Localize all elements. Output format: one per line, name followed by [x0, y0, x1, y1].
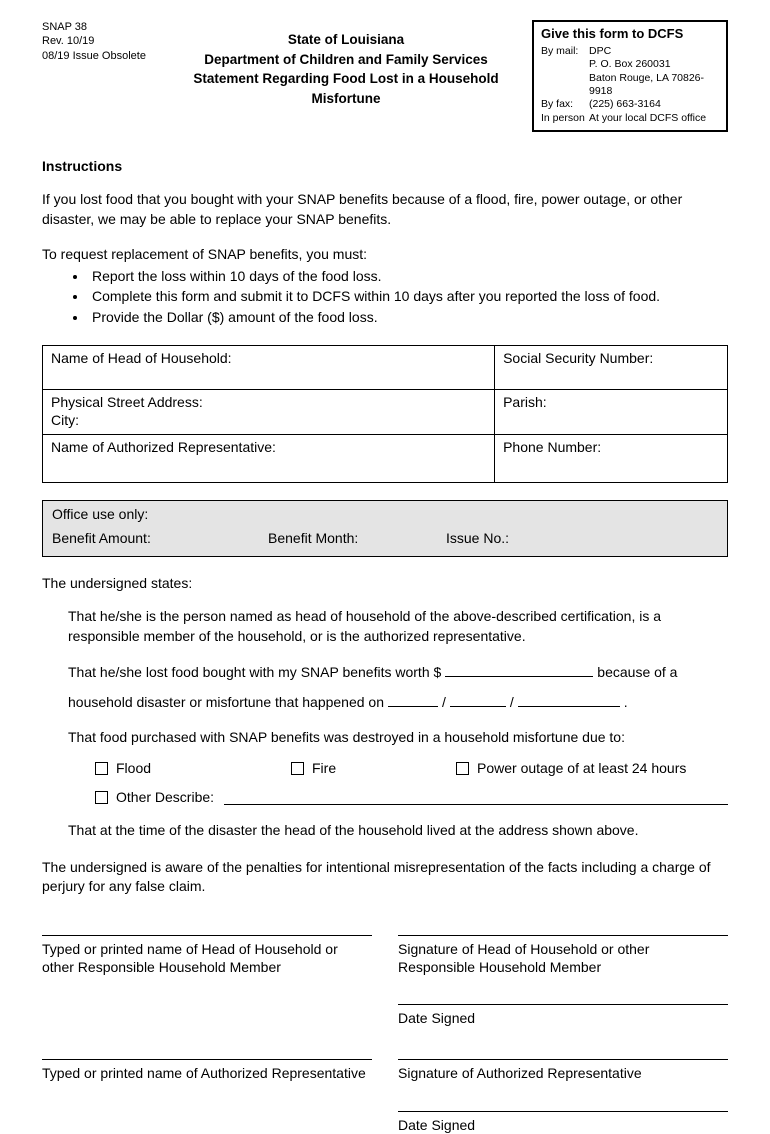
- fire-label: Fire: [312, 760, 337, 777]
- statement-1: That he/she is the person named as head of household of the above-described certification, is a responsible member of the household, or is the authorized representative.: [68, 608, 662, 644]
- signature-hoh-label: Signature of Head of Household or other Responsible Household Member: [398, 940, 650, 976]
- title-department: Department of Children and Family Services: [204, 51, 488, 67]
- printed-name-rep-label: Typed or printed name of Authorized Representative: [42, 1065, 366, 1082]
- disaster-day-input-line[interactable]: [450, 692, 506, 707]
- signature-hoh-input-line[interactable]: [398, 935, 728, 936]
- by-mail-label: By mail:: [541, 44, 579, 57]
- flood-label: Flood: [116, 760, 152, 777]
- statement-2: [68, 662, 728, 712]
- bullet-complete-form: • Complete this form and submit it to DCFS within 10 days after you reported the loss of food.: [88, 286, 728, 306]
- signature-rep-input-line[interactable]: [398, 1059, 728, 1060]
- instructions-bullet-list: [88, 266, 728, 327]
- statement-2-text3: household disaster or misfortune that happened on: [68, 693, 384, 710]
- power-outage-option: [456, 760, 686, 776]
- office-use-box: [42, 500, 728, 557]
- statement-3: That food purchased with SNAP benefits was destroyed in a household misfortune due to:: [68, 729, 625, 746]
- other-describe-input-line[interactable]: [224, 789, 728, 805]
- disaster-year-input-line[interactable]: [518, 692, 620, 707]
- ssn-field[interactable]: [495, 346, 728, 390]
- instructions-heading: Instructions: [42, 158, 123, 175]
- checkbox-row-1: [95, 760, 728, 776]
- issue-no-field[interactable]: Issue No.:: [446, 530, 510, 547]
- table-row: [43, 390, 728, 435]
- authorized-representative-label: Name of Authorized Representative:: [51, 439, 276, 456]
- household-info-table: [42, 345, 728, 483]
- title-form-name: Statement Regarding Food Lost in a Household Misfortune: [193, 71, 499, 106]
- title-state: State of Louisiana: [287, 32, 405, 47]
- phone-number-label: Phone Number:: [503, 439, 602, 456]
- printed-name-rep-block: [42, 1059, 372, 1133]
- dcfs-submission-box: [532, 20, 728, 132]
- printed-name-hoh-input-line[interactable]: [42, 935, 372, 936]
- signature-section: [42, 935, 728, 1134]
- by-fax-label: By fax:: [541, 98, 574, 111]
- phone-number-field[interactable]: [495, 435, 728, 483]
- other-checkbox[interactable]: [95, 791, 108, 804]
- other-option-row: [95, 789, 728, 805]
- misfortune-cause-options: [68, 760, 728, 805]
- form-title-block: [160, 20, 532, 108]
- statement-2-text1: That he/she lost food bought with my SNAP benefits worth $: [68, 664, 442, 681]
- head-of-household-label: Name of Head of Household:: [51, 350, 232, 367]
- penalty-statement: The undersigned is aware of the penalties for intentional misrepresentation of the facts including a charge of perjury for any false claim.: [42, 858, 711, 895]
- printed-name-hoh-label: Typed or printed name of Head of Household or other Responsible Household Member: [42, 940, 338, 976]
- table-row: [43, 346, 728, 390]
- dcfs-in-person-row: [541, 112, 719, 125]
- benefit-amount-field[interactable]: Benefit Amount:: [52, 530, 151, 547]
- date-signed-1-label: Date Signed: [398, 1010, 476, 1027]
- instructions-paragraph-1: If you lost food that you bought with your SNAP benefits because of a flood, fire, power outage, or other disaster, we may be able to replace your SNAP benefits.: [42, 191, 683, 227]
- power-outage-checkbox[interactable]: [456, 762, 469, 775]
- power-outage-label: Power outage of at least 24 hours: [477, 760, 687, 777]
- undersigned-states-intro: The undersigned states:: [42, 575, 193, 592]
- date-slash-1: /: [442, 693, 446, 710]
- bullet-provide-amount: • Provide the Dollar ($) amount of the food loss.: [88, 307, 728, 327]
- printed-name-hoh-block: [42, 935, 372, 1028]
- form-number: SNAP 38: [42, 21, 88, 33]
- dcfs-by-fax-row: [541, 98, 719, 111]
- city-label: City:: [51, 412, 79, 429]
- head-of-household-field[interactable]: [43, 346, 495, 390]
- office-use-title: Office use only:: [52, 506, 149, 523]
- benefit-month-field[interactable]: Benefit Month:: [268, 530, 359, 547]
- date-signed-1-input-line[interactable]: [398, 1004, 728, 1005]
- flood-option: [95, 760, 291, 776]
- date-signed-2-label: Date Signed: [398, 1116, 476, 1133]
- in-person-value: At your local DCFS office: [589, 111, 707, 124]
- statement-2-period: .: [623, 693, 628, 710]
- mail-address-line1: P. O. Box 260031: [589, 58, 671, 71]
- instructions-paragraph-2: To request replacement of SNAP benefits, you must:: [42, 245, 368, 262]
- office-use-fields-row: [52, 530, 718, 546]
- parish-field[interactable]: [495, 390, 728, 435]
- other-option: [95, 789, 214, 805]
- bullet-report-loss: • Report the loss within 10 days of the food loss.: [88, 266, 728, 286]
- table-row: [43, 435, 728, 483]
- signature-rep-block: [398, 1059, 728, 1133]
- disaster-month-input-line[interactable]: [388, 692, 438, 707]
- printed-name-rep-input-line[interactable]: [42, 1059, 372, 1060]
- form-obsolete-note: 08/19 Issue Obsolete: [42, 49, 146, 62]
- by-fax-value: (225) 663-3164: [589, 98, 661, 111]
- by-mail-value: DPC: [589, 44, 612, 57]
- parish-label: Parish:: [503, 394, 547, 411]
- statement-2-line1: [68, 662, 728, 683]
- food-loss-amount-input-line[interactable]: [445, 662, 593, 677]
- statement-4: That at the time of the disaster the head of the household lived at the address shown above.: [68, 822, 639, 839]
- address-field[interactable]: [43, 390, 495, 435]
- statement-2-line2: [68, 692, 728, 713]
- statement-2-text2: because of a: [597, 664, 678, 681]
- signature-hoh-block: [398, 935, 728, 1028]
- in-person-label: In person: [541, 111, 585, 124]
- other-label: Other Describe:: [116, 789, 215, 806]
- authorized-representative-field[interactable]: [43, 435, 495, 483]
- ssn-label: Social Security Number:: [503, 350, 654, 367]
- dcfs-by-mail-row: [541, 45, 719, 58]
- mail-address-line2: Baton Rouge, LA 70826-9918: [589, 71, 705, 97]
- fire-option: [291, 760, 456, 776]
- date-signed-2-input-line[interactable]: [398, 1111, 728, 1112]
- fire-checkbox[interactable]: [291, 762, 304, 775]
- flood-checkbox[interactable]: [95, 762, 108, 775]
- dcfs-box-title: Give this form to DCFS: [541, 26, 684, 41]
- date-slash-2: /: [509, 693, 514, 710]
- signature-rep-label: Signature of Authorized Representative: [398, 1065, 642, 1082]
- street-address-label: Physical Street Address:: [51, 394, 203, 411]
- form-revision: Rev. 10/19: [42, 35, 95, 48]
- form-meta-block: [42, 20, 160, 63]
- form-header: [42, 20, 728, 132]
